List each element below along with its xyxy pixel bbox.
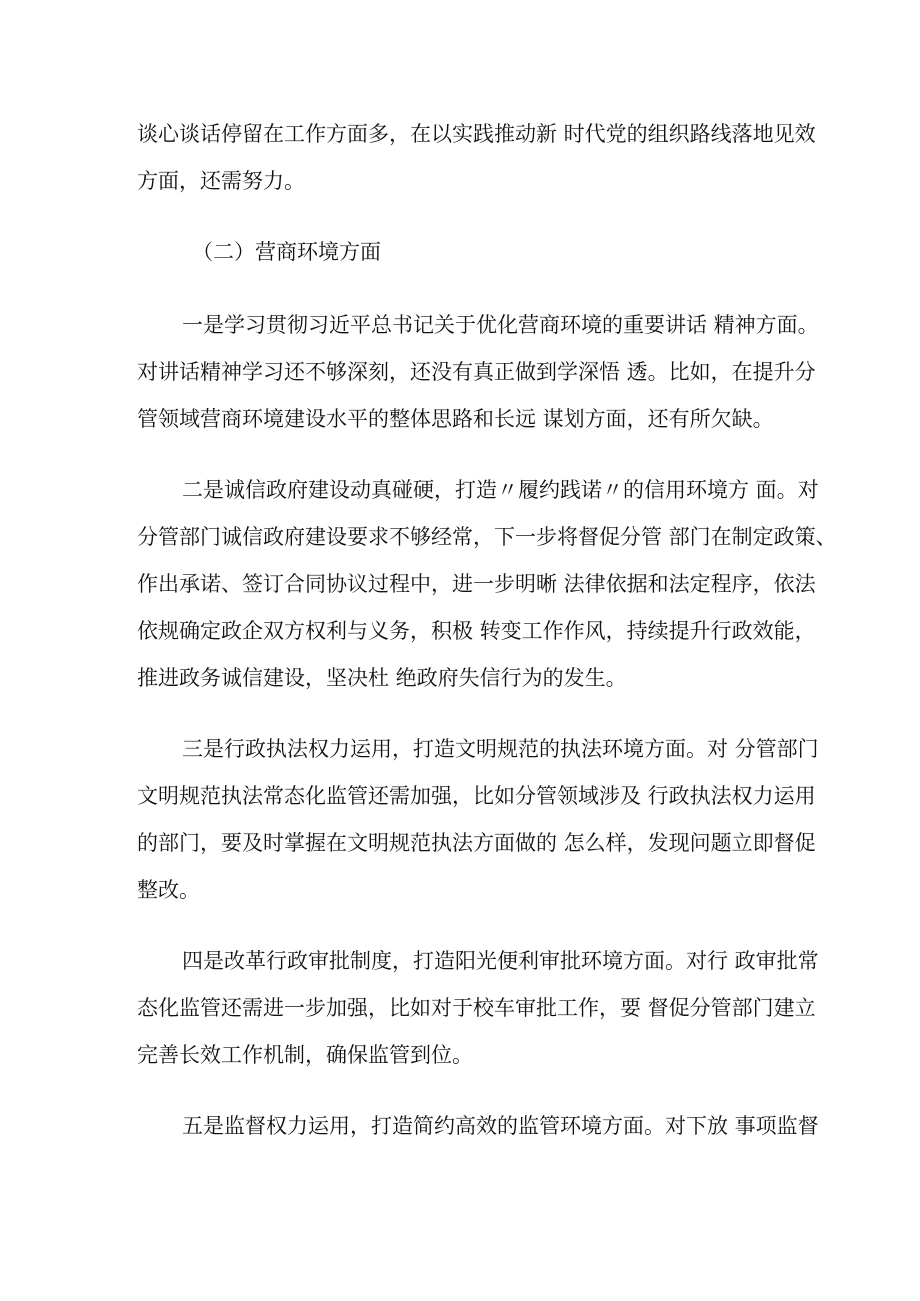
text-line: 态化监管还需进一步加强，比如对于校车审批工作，要 督促分管部门建立 (137, 996, 816, 1020)
text-line: 三是行政执法权力运用，打造文明规范的执法环境方面。对 分管部门 (182, 737, 819, 761)
text-line: 对讲话精神学习还不够深刻，还没有真正做到学深悟 透。比如，在提升分 (137, 360, 816, 384)
text-line: 管领域营商环境建设水平的整体思路和长远 谋划方面，还有所欠缺。 (137, 407, 774, 431)
text-line: 完善长效工作机制，确保监管到位。 (137, 1043, 473, 1067)
text-line: 的部门，要及时掌握在文明规范执法方面做的 怎么样，发现问题立即督促 (137, 831, 816, 855)
text-line: 二是诚信政府建设动真碰硬，打造〃履约践诺〃的信用环境方 面。对 (182, 478, 819, 502)
text-line: 推进政务诚信建设，坚决杜 绝政府失信行为的发生。 (137, 666, 627, 690)
text-line: 五是监督权力运用，打造简约高效的监管环境方面。对下放 事项监督 (182, 1114, 819, 1138)
text-line: 依规确定政企双方权利与义务，积极 转变工作作风，持续提升行政效能， (137, 619, 816, 643)
text-line: 谈心谈话停留在工作方面多，在以实践推动新 时代党的组织路线落地见效 (137, 122, 816, 146)
text-line: 分管部门诚信政府建设要求不够经常，下一步将督促分管 部门在制定政策、 (137, 525, 837, 549)
text-line: 方面，还需努力。 (137, 169, 305, 193)
text-line: 文明规范执法常态化监管还需加强，比如分管领域涉及 行政执法权力运用 (137, 784, 816, 808)
text-line: 四是改革行政审批制度，打造阳光便利审批环境方面。对行 政审批常 (182, 949, 819, 973)
text-line: 整改。 (137, 878, 200, 902)
text-line: 作出承诺、签订合同协议过程中，进一步明晰 法律依据和法定程序，依法 (137, 572, 816, 596)
heading-text: （二）营商环境方面 (192, 240, 381, 264)
text-line: 一是学习贯彻习近平总书记关于优化营商环境的重要讲话 精神方面。 (182, 313, 819, 337)
